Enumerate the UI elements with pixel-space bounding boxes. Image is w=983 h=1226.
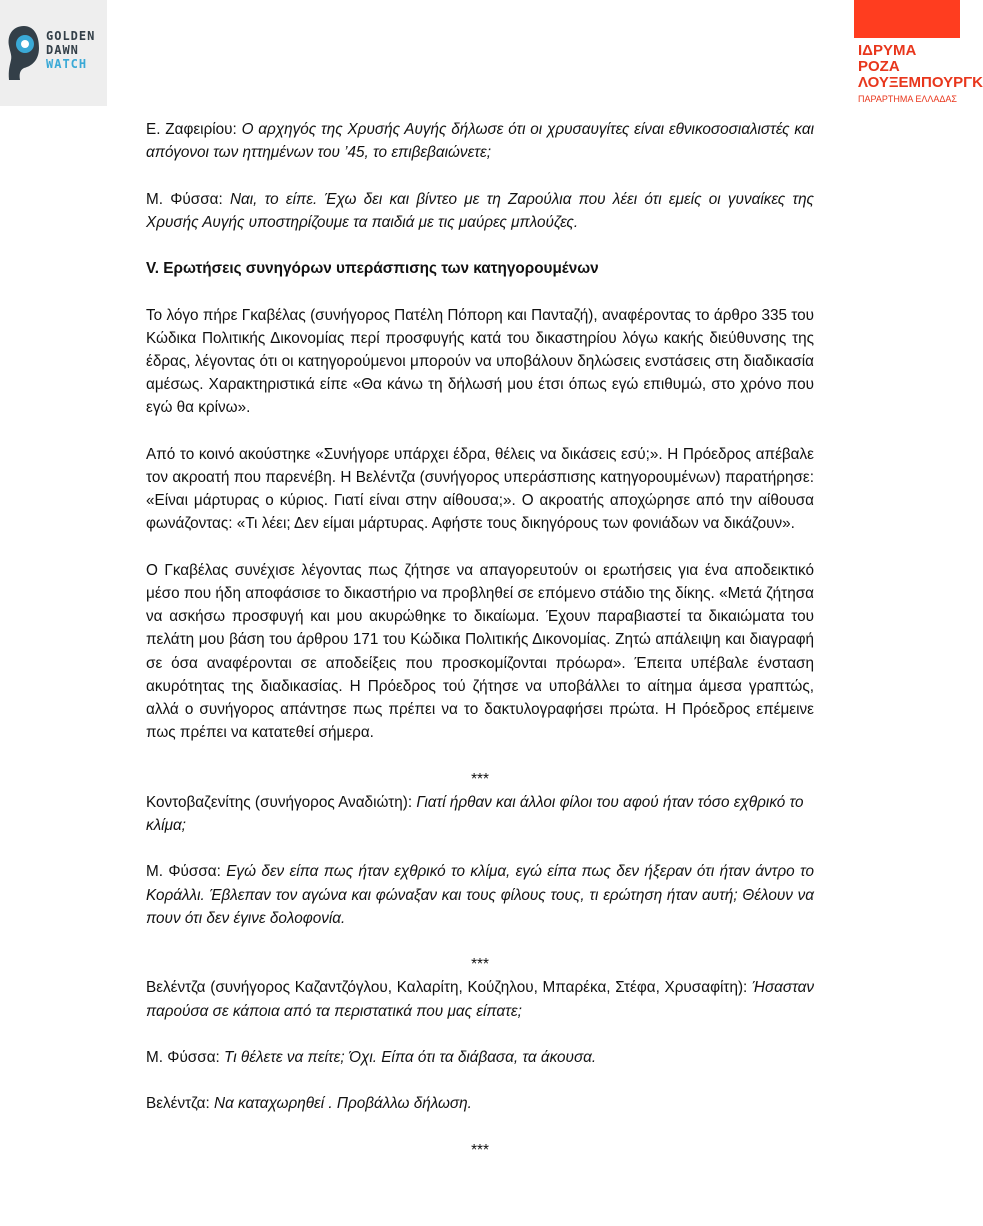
paragraph-zafeiriou-question [146,118,814,164]
paragraph-fyssa-answer-1 [146,188,814,234]
gdw-line-dawn: DAWN [46,43,79,57]
quote-text: Εγώ δεν είπα πως ήταν εχθρικό το κλίμα, εγώ είπα πως δεν ήξεραν ότι ήταν άντρο το Κοράλλι. Έβλεπαν τον αγώνα και φώναξαν και τους φίλους τους, τι ερώτηση ήταν αυτή; Θέλουν να πουν ότι δεν έγινε δολοφονία. [146,863,814,927]
speaker-label: Μ. Φύσσα: [146,1048,225,1066]
quote-text: Γιατί ήρθαν και άλλοι φίλοι του αφού ήταν τόσο εχθρικό το κλίμα; [146,793,804,834]
paragraph-fyssa-answer-3 [146,1046,814,1069]
paragraph-fyssa-answer-2 [146,860,814,930]
rls-subtitle: ΠΑΡΑΡΤΗΜΑ ΕΛΛΑΔΑΣ [858,94,957,104]
speaker-label: Βελέντζα (συνήγορος Καζαντζόγλου, Καλαρίτη, Κούζηλου, Μπαρέκα, Στέφα, Χρυσαφίτη): [146,979,752,997]
rls-color-block [854,0,960,38]
rls-line-1: ΙΔΡΥΜΑ [858,42,917,59]
separator-2: *** [471,956,489,974]
rls-line-3: ΛΟΥΞΕΜΠΟΥΡΓΚ [858,74,983,91]
quote-text: Τι θέλετε να πείτε; Όχι. Είπα ότι τα διάβασα, τα άκουσα. [224,1048,597,1066]
paragraph-gkavelas-2: Ο Γκαβέλας συνέχισε λέγοντας πως ζήτησε να απαγορευτούν οι ερωτήσεις για ένα αποδεικτικό μέσο που ήδη αποφάσισε το δικαστήριο να προβληθεί σε επόμενο στάδιο της δίκης. «Μετά ζήτησα να ασκήσω προσφυγή και μου ακυρώθηκε το δικαίωμα. Έχουν παραβιαστεί τα δικαιώματα του πελάτη μου βάση του άρθρου 171 του Κώδικα Πολιτικής Δικονομίας. Ζητώ απάλειψη και διαγραφή σε όσα αναφέρονται σε αποδείξεις που προσκομίζονται πρόωρα». Έπειτα υπέβαλε ένσταση ακυρότητας της διαδικασίας. Η Πρόεδρος τού ζήτησε να υποβάλλει το αίτημα άμεσα γραπτώς, αλλά ο συνήγορος απάντησε πως πρέπει να το δακτυλογραφήσει πρώτα. Η Πρόεδρος επέμεινε πως πρέπει να κατατεθεί σήμερα. [146,561,814,742]
quote-text: Ναι, το είπε. Έχω δει και βίντεο με τη Ζαρούλια που λέει ότι εμείς οι γυναίκες της Χρυσής Αυγής υποστηρίζουμε τα παιδιά με τις μαύρες μπλούζες. [146,190,814,231]
paragraph-audience: Από το κοινό ακούστηκε «Συνήγορε υπάρχει έδρα, θέλεις να δικάσεις εσύ;». Η Πρόεδρος απέβαλε τον ακροατή που παρενέβη. Η Βελέντζα (συνήγορος υπεράσπισης κατηγορουμένων) παρατήρησε: «Είναι μάρτυρας ο κύριος. Γιατί είναι στην αίθουσα;». Ο ακροατής αποχώρησε από την αίθουσα φωνάζοντας: «Τι λέει; Δεν είμαι μάρτυρας. Αφήστε τους δικηγόρους των φονιάδων να δικάζουν». [146,445,814,533]
speaker-label: Ε. Ζαφειρίου: [146,121,242,138]
paragraph-kontovazenitis-question [146,791,814,837]
gdw-line-watch: WATCH [46,57,88,71]
gdw-wordmark [46,29,106,71]
separator-3: *** [471,1141,489,1159]
speaker-label: Μ. Φύσσα: [146,863,227,881]
section-heading: V. Ερωτήσεις συνηγόρων υπεράσπισης των κατηγορουμένων [146,260,599,278]
paragraph-velentza-statement [146,1092,814,1115]
head-silhouette-icon [6,24,42,84]
golden-dawn-watch-logo [0,0,107,106]
separator-1: *** [471,770,489,788]
speaker-label: Βελέντζα: [146,1095,215,1113]
quote-text: Ο αρχηγός της Χρυσής Αυγής δήλωσε ότι οι χρυσαυγίτες είναι εθνικοσοσιαλιστές και απόγονοι των ηττημένων του ’45, το επιβεβαιώνετε; [146,121,814,162]
rls-line-2: ΡΟΖΑ [858,58,900,75]
quote-text: Ήσασταν παρούσα σε κάποια από τα περιστατικά που μας είπατε; [146,979,814,1020]
quote-text: Να καταχωρηθεί . Προβάλλω δήλωση. [214,1095,472,1113]
document-body [146,118,814,1162]
speaker-label: Μ. Φύσσα: [146,190,230,208]
rls-wordmark [858,42,983,91]
speaker-label: Κοντοβαζενίτης (συνήγορος Αναδιώτη): [146,793,417,811]
rosa-luxemburg-logo [854,0,983,105]
gdw-line-golden: GOLDEN [46,29,96,43]
paragraph-gkavelas-1: Το λόγο πήρε Γκαβέλας (συνήγορος Πατέλη Πόπορη και Πανταζή), αναφέροντας το άρθρο 335 του Κώδικα Πολιτικής Δικονομίας περί προσφυγής κατά του δικαστηρίου λόγω κακής διεύθυνσης της έδρας, λέγοντας ότι οι κατηγορούμενοι μπορούν να υποβάλουν δηλώσεις ενστάσεις στη διαδικασία αμέσως. Χαρακτηριστικά είπε «Θα κάνω τη δήλωσή μου έτσι όπως εγώ επιθυμώ, στο χρόνο που εγώ θα κρίνω». [146,306,814,417]
paragraph-velentza-question [146,976,814,1022]
